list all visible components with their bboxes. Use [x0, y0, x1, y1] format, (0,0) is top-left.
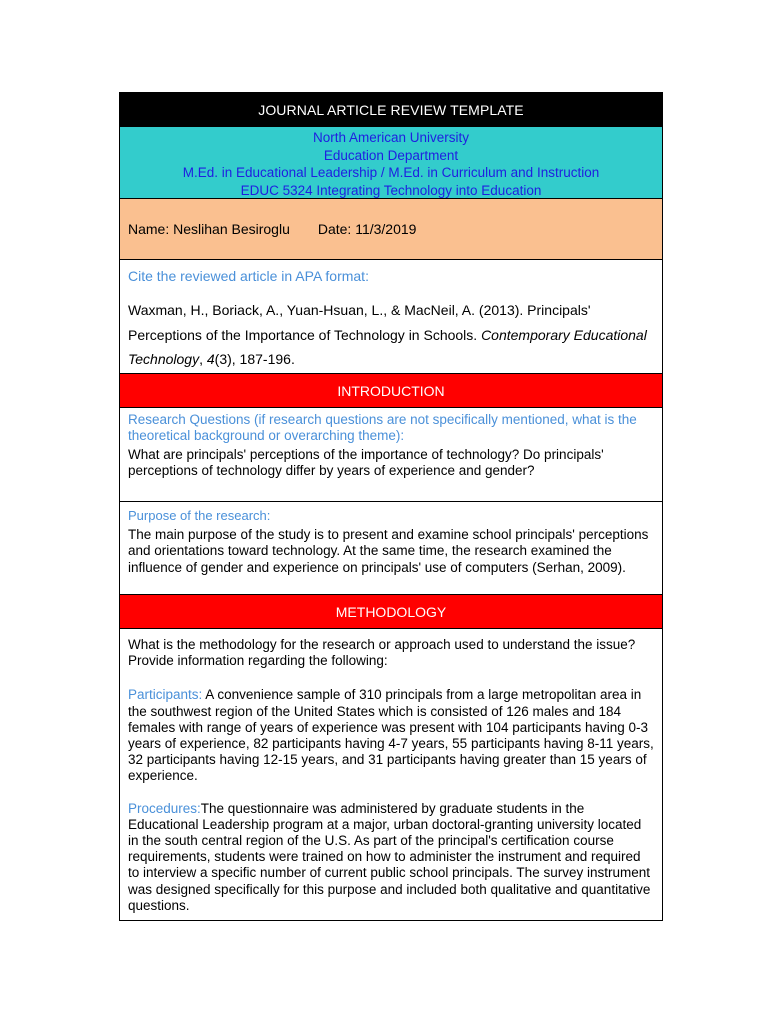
citation-journal: Contemporary Educational Technology	[128, 326, 647, 367]
introduction-title: INTRODUCTION	[337, 383, 445, 399]
participants-paragraph	[128, 687, 654, 784]
participants-text: A convenience sample of 310 principals from a large metropolitan area in the southwest region of the United States which is consisted of 126 males and 184 females with range of years of experience was present with 104 participants having 0-3 years of experience, 82 participants having 4-7 years, 55 participants having 8-11 years, 32 participants having 12-15 years, and 31 participants having greater than 15 years of experience.	[128, 687, 654, 784]
program-name: M.Ed. in Educational Leadership / M.Ed. in Curriculum and Instruction	[182, 165, 600, 180]
participants-label: Participants:	[128, 687, 203, 703]
procedures-paragraph	[128, 801, 654, 914]
procedures-label: Procedures:	[128, 800, 201, 816]
department-name: Education Department	[323, 147, 459, 163]
student-info-block	[120, 199, 662, 260]
purpose-answer: The main purpose of the study is to present and examine school principals' perceptions and orientations toward technology. At the same time, the research examined the influence of gender and experience on principals' use of computers (Serhan, 2009).	[128, 526, 649, 575]
research-questions-label: Research Questions (if research questions are not specifically mentioned, what is the theoretical background or overarching theme):	[128, 412, 637, 443]
student-name: Name: Neslihan Besiroglu	[128, 221, 290, 237]
course-name: EDUC 5324 Integrating Technology into Education	[240, 182, 542, 198]
university-name: North American University	[312, 130, 470, 145]
citation-text	[128, 298, 654, 372]
procedures-text: The questionnaire was administered by graduate students in the Educational Leadership program at a major, urban doctoral-granting university located in the south central region of the U.S. As part of the principal's certification course requirements, students were trained on how to administer the instrument and required to interview a specific number of current public school principals. The survey instrument was designed specifically for this purpose and included both qualitative and quantitative questions.	[128, 800, 651, 913]
review-template-form	[119, 92, 663, 921]
university-info-block	[120, 127, 662, 199]
citation-comma: ,	[199, 351, 207, 367]
citation-label: Cite the reviewed article in APA format:	[128, 268, 369, 284]
methodology-block	[120, 629, 662, 920]
methodology-prompt: What is the methodology for the research or approach used to understand the issue? Provide information regarding the following:	[128, 637, 636, 669]
citation-volume: 4	[206, 351, 215, 367]
template-title-bar	[120, 93, 662, 127]
purpose-block	[120, 502, 662, 595]
introduction-section-bar	[120, 374, 662, 408]
research-questions-block	[120, 408, 662, 502]
purpose-label: Purpose of the research:	[128, 508, 271, 523]
methodology-title: METHODOLOGY	[335, 604, 447, 620]
methodology-section-bar	[120, 595, 662, 629]
template-title: JOURNAL ARTICLE REVIEW TEMPLATE	[258, 102, 524, 118]
citation-issue-pages: (3), 187-196.	[214, 351, 295, 367]
citation-block	[120, 260, 662, 374]
review-date: Date: 11/3/2019	[317, 221, 417, 237]
citation-authors-title: Waxman, H., Boriack, A., Yuan-Hsuan, L., & MacNeil, A. (2013). Principals' Perceptions of the Importance of Technology in Schools.	[128, 302, 591, 343]
research-questions-answer: What are principals' perceptions of the importance of technology? Do principals' perceptions of technology differ by years of experience and gender?	[128, 447, 604, 478]
